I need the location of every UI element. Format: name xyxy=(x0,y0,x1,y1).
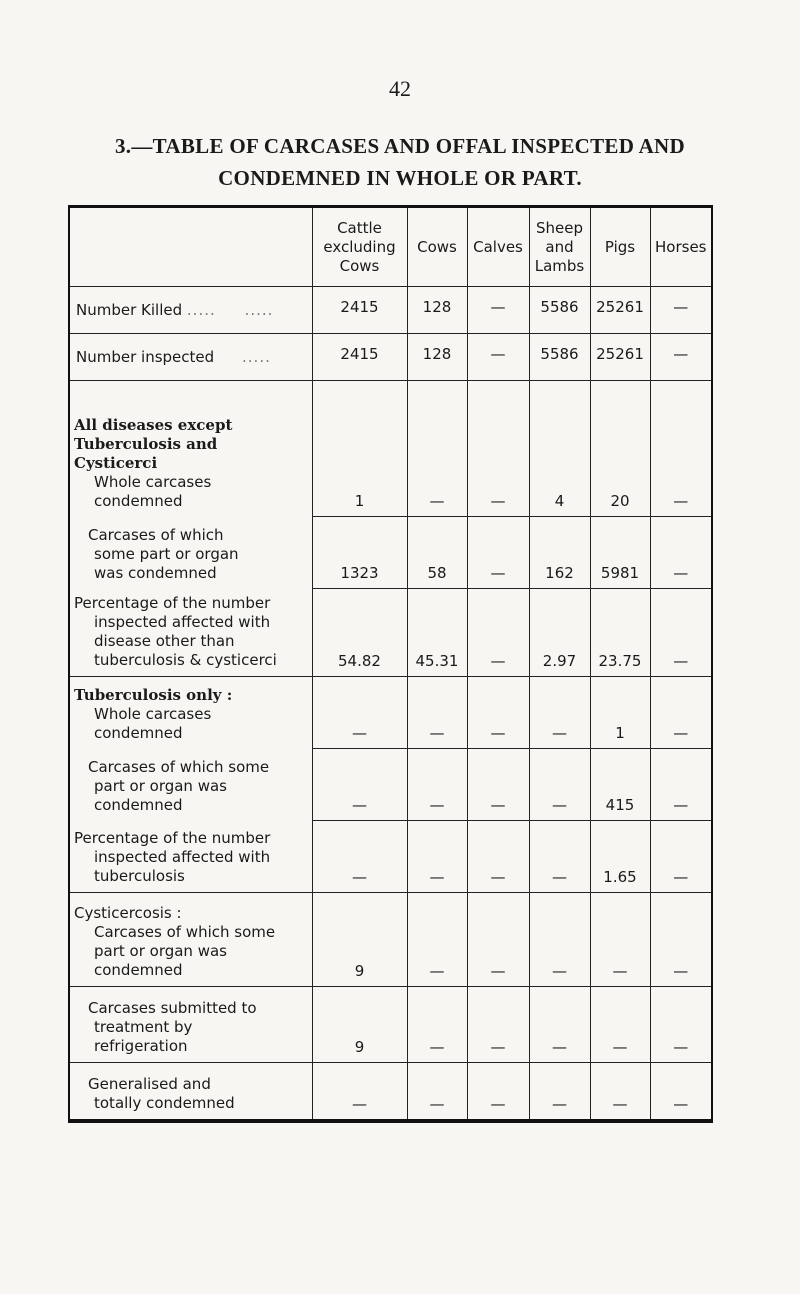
cell: — xyxy=(407,749,467,821)
cell: — xyxy=(650,287,712,334)
cell: 9 xyxy=(312,987,407,1063)
cell: — xyxy=(407,987,467,1063)
section-heading: All diseases except xyxy=(74,415,233,434)
cell: — xyxy=(650,821,712,893)
row-label: Generalised and totally condemned xyxy=(69,1063,312,1121)
col-header-cows: Cows xyxy=(407,207,467,287)
table-title xyxy=(40,130,760,194)
cell: — xyxy=(529,821,590,893)
cell: 128 xyxy=(407,287,467,334)
row-label: Number inspected ..... xyxy=(69,334,312,381)
cell: 1.65 xyxy=(590,821,650,893)
cell: 2.97 xyxy=(529,589,590,677)
row-label: Percentage of the number inspected affected with disease other than tuberculosis & cysticerci xyxy=(69,589,312,677)
cell: — xyxy=(650,334,712,381)
col-header-pigs: Pigs xyxy=(590,207,650,287)
cell: — xyxy=(650,589,712,677)
row-label: Cysticercosis : Carcases of which some part or organ was condemned xyxy=(69,893,312,987)
page-number: 42 xyxy=(389,76,411,101)
cell: — xyxy=(467,987,529,1063)
cell: 1323 xyxy=(312,517,407,589)
cell: — xyxy=(650,381,712,517)
cell: — xyxy=(467,821,529,893)
row-refrigeration xyxy=(69,987,712,1063)
cell: — xyxy=(529,749,590,821)
carcases-table xyxy=(68,205,713,1123)
cell: 5586 xyxy=(529,334,590,381)
title-line-2: CONDEMNED IN WHOLE OR PART. xyxy=(218,166,582,190)
row-generalised xyxy=(69,1063,712,1121)
section-heading: Tuberculosis only : xyxy=(74,685,233,704)
cell: — xyxy=(650,893,712,987)
cell: — xyxy=(467,1063,529,1121)
cell: — xyxy=(407,821,467,893)
cell: — xyxy=(650,1063,712,1121)
cell: 1 xyxy=(312,381,407,517)
cell: — xyxy=(312,749,407,821)
cell: — xyxy=(467,381,529,517)
cell: — xyxy=(590,987,650,1063)
cell: — xyxy=(312,677,407,749)
cell: — xyxy=(650,987,712,1063)
row-label: Number Killed ..... ..... xyxy=(69,287,312,334)
cell: 162 xyxy=(529,517,590,589)
cell: 128 xyxy=(407,334,467,381)
cell: 5981 xyxy=(590,517,650,589)
row-cysticercosis-part xyxy=(69,893,712,987)
cell: 20 xyxy=(590,381,650,517)
header-blank xyxy=(69,207,312,287)
cell: 9 xyxy=(312,893,407,987)
cell: 25261 xyxy=(590,287,650,334)
row-tb-whole xyxy=(69,677,712,749)
col-header-horses: Horses xyxy=(650,207,712,287)
cell: — xyxy=(529,677,590,749)
cell: 415 xyxy=(590,749,650,821)
row-label: Tuberculosis only : Whole carcases condemned xyxy=(69,677,312,749)
cell: — xyxy=(529,987,590,1063)
cell: 23.75 xyxy=(590,589,650,677)
row-label: All diseases except Tuberculosis and Cysticerci Whole carcases condemned xyxy=(69,381,312,517)
section-heading: Cysticercosis : xyxy=(74,904,182,922)
cell: — xyxy=(407,1063,467,1121)
header-row xyxy=(69,207,712,287)
row-all-whole xyxy=(69,381,712,517)
row-tb-part xyxy=(69,749,712,821)
cell: — xyxy=(529,1063,590,1121)
cell: 58 xyxy=(407,517,467,589)
cell: 45.31 xyxy=(407,589,467,677)
cell: — xyxy=(407,893,467,987)
cell: — xyxy=(467,517,529,589)
cell: — xyxy=(467,334,529,381)
col-header-calves: Calves xyxy=(467,207,529,287)
cell: — xyxy=(590,893,650,987)
cell: — xyxy=(529,893,590,987)
row-label: Carcases of which some part or organ was condemned xyxy=(69,749,312,821)
row-number-killed xyxy=(69,287,712,334)
row-all-percentage xyxy=(69,589,712,677)
cell: 2415 xyxy=(312,334,407,381)
cell: 25261 xyxy=(590,334,650,381)
cell: 2415 xyxy=(312,287,407,334)
cell: 54.82 xyxy=(312,589,407,677)
cell: 4 xyxy=(529,381,590,517)
col-header-sheep: Sheep and Lambs xyxy=(529,207,590,287)
row-label: Percentage of the number inspected affected with tuberculosis xyxy=(69,821,312,893)
cell: 1 xyxy=(590,677,650,749)
col-header-cattle: Cattle excluding Cows xyxy=(312,207,407,287)
row-all-part xyxy=(69,517,712,589)
cell: — xyxy=(467,287,529,334)
cell: — xyxy=(467,589,529,677)
cell: — xyxy=(312,821,407,893)
row-label: Carcases of which some part or organ was condemned xyxy=(69,517,312,589)
cell: — xyxy=(467,749,529,821)
row-number-inspected xyxy=(69,334,712,381)
cell: — xyxy=(467,893,529,987)
cell: — xyxy=(312,1063,407,1121)
cell: — xyxy=(467,677,529,749)
cell: — xyxy=(407,381,467,517)
cell: — xyxy=(650,677,712,749)
cell: — xyxy=(650,749,712,821)
cell: — xyxy=(407,677,467,749)
row-tb-percentage xyxy=(69,821,712,893)
cell: 5586 xyxy=(529,287,590,334)
title-line-1: 3.—TABLE OF CARCASES AND OFFAL INSPECTED AND xyxy=(115,134,685,158)
cell: — xyxy=(590,1063,650,1121)
row-label: Carcases submitted to treatment by refrigeration xyxy=(69,987,312,1063)
cell: — xyxy=(650,517,712,589)
